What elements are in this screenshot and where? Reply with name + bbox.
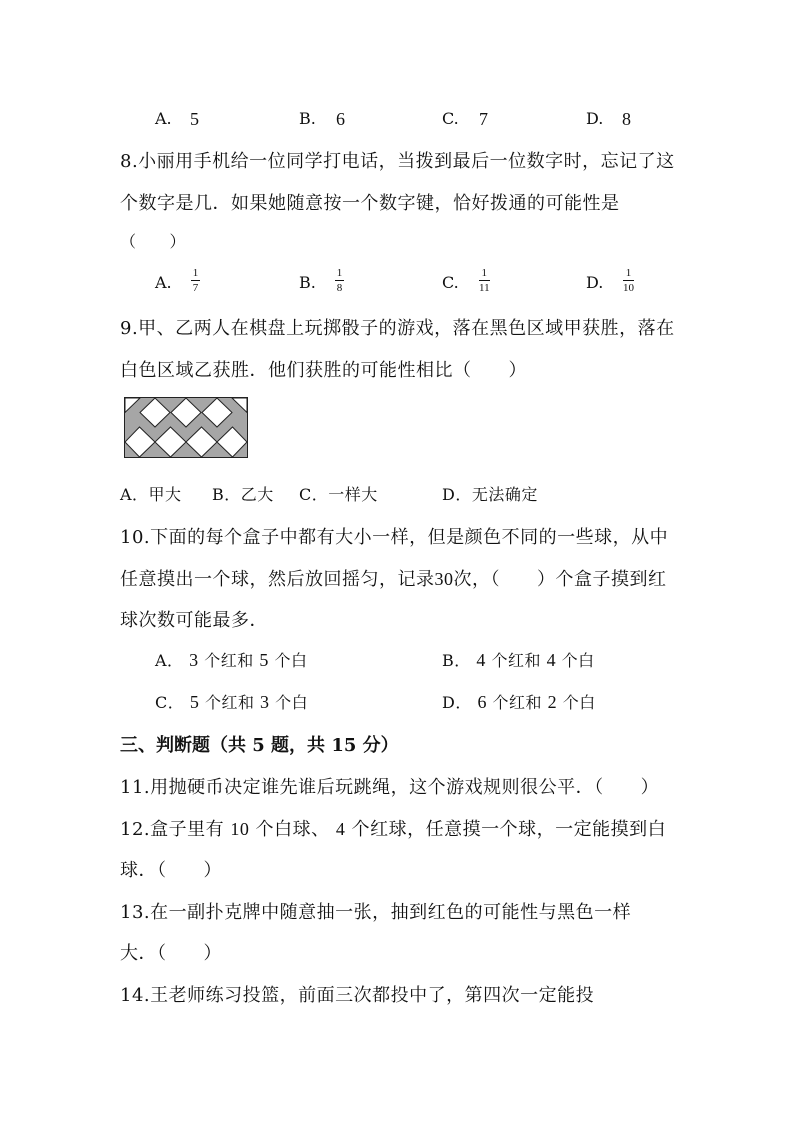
q8-option-d-numerator: 1 xyxy=(625,267,632,279)
q7-option-b-value: 6 xyxy=(336,109,345,129)
q10-line-3: 球次数可能最多． xyxy=(120,610,268,631)
q8-option-c-label: C. xyxy=(442,273,459,292)
q8-option-b-denominator: 8 xyxy=(336,282,343,294)
q10-option-a: A． 3 个红和 5 个白 xyxy=(155,650,308,670)
q9-option-a: A．甲大 xyxy=(120,485,182,504)
q8-option-a-numerator: 1 xyxy=(192,267,199,279)
question-11: 11.用抛硬币决定谁先谁后玩跳绳，这个游戏规则很公平．（ ） xyxy=(120,777,660,798)
q7-option-a-label: A. xyxy=(155,109,172,128)
q8-option-d-fraction xyxy=(623,267,634,294)
question-14-line-1: 14.王老师练习投篮，前面三次都投中了，第四次一定能投 xyxy=(120,985,595,1006)
q8-option-a-fraction xyxy=(191,267,200,294)
q8-option-b-numerator: 1 xyxy=(336,267,343,279)
q8-option-b-label: B. xyxy=(299,273,316,292)
q7-option-a-value: 5 xyxy=(190,109,199,129)
q7-option-d-label: D. xyxy=(586,109,604,128)
q8-answer-paren: （ ） xyxy=(120,232,187,251)
checkerboard-diagram xyxy=(124,397,248,458)
q7-option-b-label: B. xyxy=(299,109,316,128)
q12-line-1: 12.盒子里有 10 个白球、 4 个红球，任意摸一个球，一定能摸到白 xyxy=(120,819,667,840)
q8-option-b-fraction xyxy=(335,267,344,294)
q9-option-b: B．乙大 xyxy=(212,485,274,504)
q10-line-2: 任意摸出一个球，然后放回摇匀，记录30次，（ ）个盒子摸到红 xyxy=(120,569,667,590)
q9-option-d: D．无法确定 xyxy=(442,485,538,504)
q10-option-c: C． 5 个红和 3 个白 xyxy=(155,692,309,712)
q10-line-1: 10.下面的每个盒子中都有大小一样，但是颜色不同的一些球，从中 xyxy=(120,527,669,548)
q8-option-c-denominator: 11 xyxy=(479,282,490,294)
q10-option-d: D． 6 个红和 2 个白 xyxy=(442,692,596,712)
q8-line-1: 8.小丽用手机给一位同学打电话，当拨到最后一位数字时，忘记了这 xyxy=(120,151,675,172)
q10-option-b: B． 4 个红和 4 个白 xyxy=(442,650,595,670)
q8-option-d-label: D. xyxy=(586,273,604,292)
section-3-heading: 三、判断题（共 5 题，共 15 分） xyxy=(120,735,399,756)
q9-line-1: 9.甲、乙两人在棋盘上玩掷骰子的游戏，落在黑色区域甲获胜，落在 xyxy=(120,318,675,339)
q12-line-2: 球．（ ） xyxy=(120,860,222,881)
q9-option-c: C．一样大 xyxy=(299,485,378,504)
q8-option-d-denominator: 10 xyxy=(623,282,634,294)
q8-option-c-fraction xyxy=(479,267,490,294)
q8-option-a-denominator: 7 xyxy=(192,282,199,294)
q7-option-c-label: C. xyxy=(442,109,459,128)
q7-option-d-value: 8 xyxy=(622,109,631,129)
q13-line-1: 13.在一副扑克牌中随意抽一张，抽到红色的可能性与黑色一样 xyxy=(120,902,632,923)
q13-line-2: 大．（ ） xyxy=(120,943,222,964)
q7-option-c-value: 7 xyxy=(479,109,488,129)
q8-option-c-numerator: 1 xyxy=(481,267,488,279)
q9-line-2: 白色区域乙获胜．他们获胜的可能性相比（ ） xyxy=(120,360,527,381)
q8-option-a-label: A. xyxy=(155,273,172,292)
q8-line-2: 个数字是几．如果她随意按一个数字键，恰好拨通的可能性是 xyxy=(120,193,620,214)
